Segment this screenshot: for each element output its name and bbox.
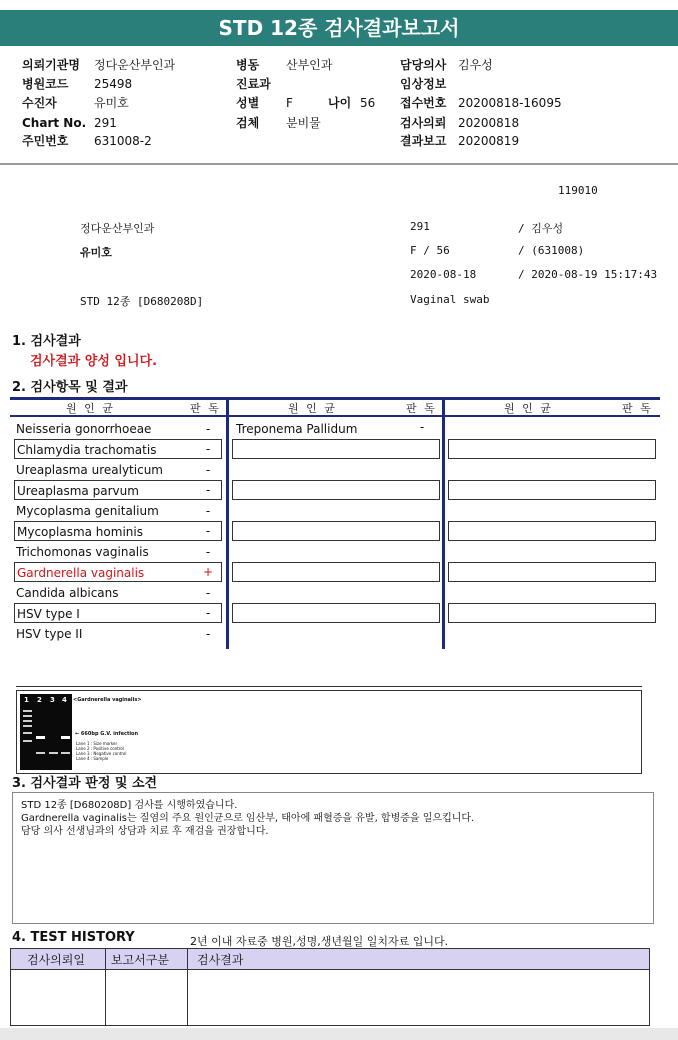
header-value: 291 bbox=[94, 116, 117, 130]
header-value: 분비물 bbox=[286, 116, 321, 130]
header-row bbox=[400, 94, 670, 113]
info-test: STD 12종 [D680208D] bbox=[80, 295, 204, 308]
age-value: 56 bbox=[360, 96, 376, 110]
opinion-line: STD 12종 [D680208D] 검사를 시행하였습니다. bbox=[21, 800, 238, 811]
organism-name: Neisseria gonorrhoeae bbox=[16, 422, 152, 436]
organism-result: - bbox=[205, 504, 211, 518]
info-sex-age: F / 56 bbox=[410, 244, 450, 257]
header-row bbox=[236, 75, 386, 94]
header-value: 김우성 bbox=[458, 58, 493, 72]
history-note: 2년 이내 자료중 병원,성명,생년월일 일치자료 입니다. bbox=[190, 935, 449, 948]
header-label: 수진자 bbox=[22, 96, 57, 110]
gel-band bbox=[23, 725, 32, 727]
organism-result: - bbox=[205, 586, 211, 600]
empty-cell bbox=[232, 521, 440, 541]
info-reported: / 2020-08-19 15:17:43 bbox=[518, 268, 658, 281]
info-patient: 유미호 bbox=[80, 246, 112, 259]
header-label: 진료과 bbox=[236, 77, 271, 91]
section1-title: 1. 검사결과 bbox=[12, 334, 81, 349]
info-birth: / (631008) bbox=[518, 244, 585, 257]
header-result: 판 독 bbox=[406, 402, 437, 415]
header-value: 산부인과 bbox=[286, 58, 333, 72]
header-value: 631008-2 bbox=[94, 134, 152, 148]
gel-band bbox=[61, 752, 70, 754]
header-label: 검사의뢰 bbox=[400, 116, 447, 130]
empty-cell bbox=[232, 603, 440, 623]
header-label: Chart No. bbox=[22, 116, 87, 130]
gel-annotation: ← 660bp G.V. infection bbox=[75, 731, 139, 737]
organism-result: - bbox=[205, 463, 211, 477]
gel-legend-item: Lane 3 : Negative control bbox=[76, 751, 127, 756]
header-value: 유미호 bbox=[94, 96, 129, 110]
organism-name: Mycoplasma hominis bbox=[14, 521, 222, 541]
opinion-line: 담당 의사 선생님과의 상담과 치료 후 재검을 권장합니다. bbox=[21, 826, 269, 837]
gel-legend-item: Lane 1 : Size marker bbox=[76, 741, 118, 746]
empty-cell bbox=[448, 562, 656, 582]
empty-cell bbox=[232, 480, 440, 500]
header-row bbox=[22, 94, 242, 113]
empty-cell bbox=[448, 439, 656, 459]
results-grid bbox=[10, 397, 660, 649]
header-label: 검체 bbox=[236, 116, 260, 130]
gel-band bbox=[23, 740, 32, 742]
header-value: 20200818 bbox=[458, 116, 520, 130]
grid-divider bbox=[226, 397, 229, 649]
organism-result: - bbox=[205, 524, 211, 538]
organism-result: - bbox=[205, 627, 211, 641]
header-label: 주민번호 bbox=[22, 134, 69, 148]
history-col-date: 검사의뢰일 bbox=[27, 953, 85, 967]
header-value: 20200819 bbox=[458, 134, 520, 148]
positive-result: 검사결과 양성 입니다. bbox=[30, 354, 158, 369]
history-divider bbox=[187, 949, 188, 1026]
organism-name: HSV type I bbox=[14, 603, 222, 623]
header-value: 20200818-16095 bbox=[458, 96, 562, 110]
grid-divider bbox=[442, 397, 445, 649]
opinion-line: Gardnerella vaginalis는 질염의 주요 원인균으로 임산부, 태아에 패혈증을 유발, 합병증을 일으킵니다. bbox=[21, 813, 475, 824]
gel-band bbox=[61, 736, 70, 739]
empty-cell bbox=[448, 480, 656, 500]
header-row bbox=[22, 75, 242, 94]
history-table bbox=[10, 948, 650, 1026]
organism-result: - bbox=[205, 483, 211, 497]
organism-name: HSV type II bbox=[16, 627, 83, 641]
header-divider bbox=[0, 163, 678, 165]
gel-divider bbox=[16, 686, 642, 687]
organism-result: - bbox=[205, 545, 211, 559]
gel-electrophoresis-image bbox=[20, 694, 72, 770]
gel-caption: <Gardnerella vaginalis> bbox=[73, 697, 142, 703]
organism-name: Ureaplasma parvum bbox=[14, 480, 222, 500]
section3-title: 3. 검사결과 판정 및 소견 bbox=[12, 776, 158, 791]
history-divider bbox=[105, 949, 106, 1026]
header-row bbox=[400, 132, 670, 151]
gel-band bbox=[36, 736, 45, 739]
gel-band bbox=[23, 715, 32, 717]
header-label: 접수번호 bbox=[400, 96, 447, 110]
header-row bbox=[236, 114, 386, 133]
header-label: 병원코드 bbox=[22, 77, 69, 91]
header-organism: 원 인 균 bbox=[288, 402, 337, 415]
header-label: 성별 bbox=[236, 96, 260, 110]
header-value: 정다운산부인과 bbox=[94, 58, 176, 72]
lane-number: 2 bbox=[37, 696, 42, 704]
info-specimen: Vaginal swab bbox=[410, 293, 490, 306]
gel-band bbox=[36, 752, 45, 754]
gel-band bbox=[23, 732, 32, 734]
header-row bbox=[400, 75, 670, 94]
history-col-result: 검사결과 bbox=[197, 953, 244, 967]
header-row bbox=[236, 94, 386, 113]
lane-number: 1 bbox=[24, 696, 29, 704]
gel-legend-item: Lane 4 : Sample bbox=[76, 756, 109, 761]
header-row bbox=[22, 132, 242, 151]
header-row bbox=[400, 56, 670, 75]
header-row bbox=[400, 114, 670, 133]
header-organism: 원 인 균 bbox=[66, 402, 115, 415]
header-value: F bbox=[286, 96, 293, 110]
organism-result: - bbox=[205, 606, 211, 620]
bottom-strip bbox=[0, 1028, 678, 1040]
report-header bbox=[0, 52, 678, 164]
organism-name: Ureaplasma urealyticum bbox=[16, 463, 163, 477]
header-label: 병동 bbox=[236, 58, 260, 72]
organism-name: Candida albicans bbox=[16, 586, 119, 600]
gel-band bbox=[23, 710, 32, 712]
organism-name: Treponema Pallidum bbox=[236, 422, 358, 436]
report-code: 119010 bbox=[558, 184, 598, 197]
organism-result: - bbox=[205, 442, 211, 456]
header-row bbox=[236, 56, 386, 75]
info-hospital: 정다운산부인과 bbox=[80, 222, 155, 235]
empty-cell bbox=[232, 562, 440, 582]
report-title: STD 12종 검사결과보고서 bbox=[0, 10, 678, 46]
header-label: 의뢰기관명 bbox=[22, 58, 80, 72]
organism-result: - bbox=[419, 420, 425, 434]
lane-number: 3 bbox=[50, 696, 55, 704]
empty-cell bbox=[448, 603, 656, 623]
info-chart: 291 bbox=[410, 220, 430, 233]
info-received: 2020-08-18 bbox=[410, 268, 477, 281]
header-row bbox=[22, 56, 242, 75]
gel-legend-item: Lane 2 : Positive control bbox=[76, 746, 124, 751]
header-organism: 원 인 균 bbox=[504, 402, 553, 415]
lane-number: 4 bbox=[62, 696, 67, 704]
organism-result: - bbox=[205, 422, 211, 436]
section4-title: 4. TEST HISTORY bbox=[12, 930, 135, 945]
organism-name: Chlamydia trachomatis bbox=[14, 439, 222, 459]
header-label: 임상정보 bbox=[400, 77, 447, 91]
organism-result-positive: + bbox=[202, 565, 214, 579]
section2-title: 2. 검사항목 및 결과 bbox=[12, 380, 128, 395]
gel-band bbox=[23, 720, 32, 722]
organism-name-positive: Gardnerella vaginalis bbox=[14, 562, 222, 582]
organism-name: Mycoplasma genitalium bbox=[16, 504, 159, 518]
gel-section bbox=[16, 686, 642, 774]
header-result: 판 독 bbox=[622, 402, 653, 415]
info-doctor: / 김우성 bbox=[518, 222, 564, 235]
organism-name: Trichomonas vaginalis bbox=[16, 545, 149, 559]
empty-cell bbox=[448, 521, 656, 541]
header-row bbox=[22, 114, 242, 133]
gel-box bbox=[16, 690, 642, 774]
header-label: 담당의사 bbox=[400, 58, 447, 72]
history-header bbox=[11, 949, 649, 970]
gel-legend bbox=[76, 741, 126, 761]
history-col-type: 보고서구분 bbox=[111, 953, 169, 967]
gel-band bbox=[49, 752, 58, 754]
header-value: 25498 bbox=[94, 77, 133, 91]
empty-cell bbox=[232, 439, 440, 459]
header-label: 결과보고 bbox=[400, 134, 447, 148]
header-result: 판 독 bbox=[190, 402, 221, 415]
age-label: 나이 bbox=[328, 96, 352, 110]
opinion-box bbox=[12, 792, 654, 924]
